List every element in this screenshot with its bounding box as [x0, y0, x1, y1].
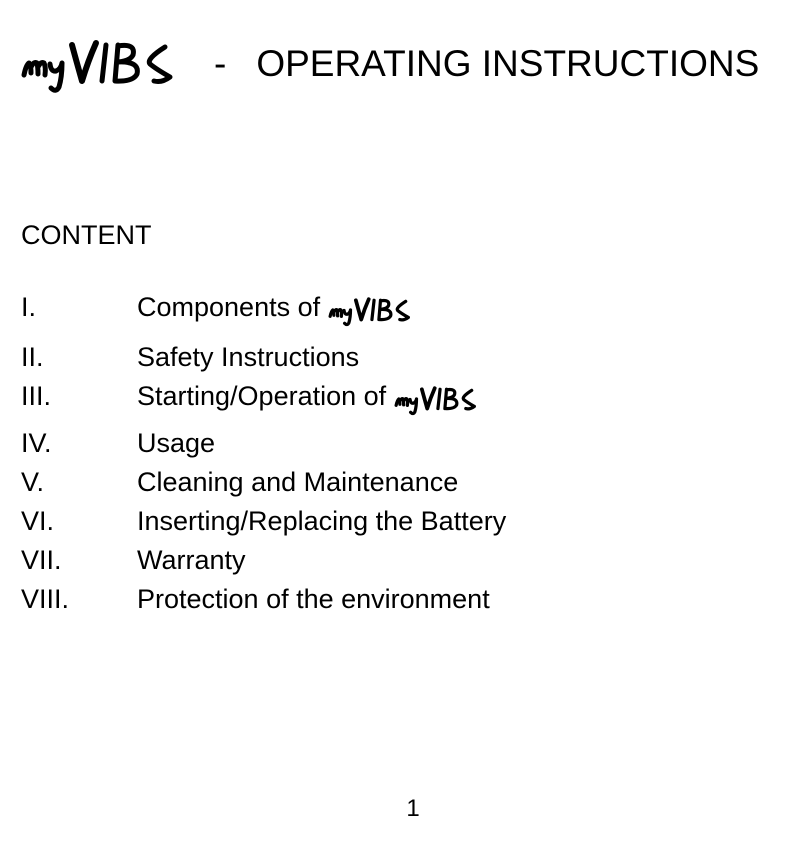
- content-heading: CONTENT: [21, 220, 152, 250]
- toc-item-text: [137, 379, 484, 413]
- toc-item-number: VII.: [21, 545, 62, 575]
- toc-item-text: [137, 290, 418, 324]
- toc-item-number: IV.: [21, 428, 52, 458]
- toc-item: [21, 426, 781, 460]
- toc-item: [21, 340, 781, 374]
- toc-item: [21, 379, 781, 413]
- toc-item-text: Inserting/Replacing the Battery: [137, 506, 507, 536]
- toc-item-number: I.: [21, 292, 37, 322]
- document-title: OPERATING INSTRUCTIONS: [256, 42, 760, 84]
- myvibs-logo: [394, 383, 484, 417]
- page-number: 1: [406, 795, 420, 822]
- toc-item-text: Cleaning and Maintenance: [137, 467, 459, 497]
- myvibs-logo: [328, 294, 418, 328]
- header-dash: -: [214, 42, 227, 84]
- toc-item-text: Protection of the environment: [137, 584, 490, 614]
- toc-item-label: Components of: [137, 292, 321, 322]
- toc-item: [21, 290, 781, 324]
- myvibs-logo: [20, 37, 188, 93]
- toc-item-text: Usage: [137, 428, 216, 458]
- toc-item-text: Safety Instructions: [137, 342, 360, 372]
- toc-item-number: VIII.: [21, 584, 70, 614]
- toc-item-number: VI.: [21, 506, 55, 536]
- toc-item: [21, 504, 781, 538]
- document-header: [20, 34, 759, 96]
- toc-item-number: II.: [21, 342, 44, 372]
- toc-item-number: III.: [21, 381, 52, 411]
- toc-item-label: Starting/Operation of: [137, 381, 387, 411]
- toc-item-text: Warranty: [137, 545, 246, 575]
- toc-item: [21, 543, 781, 577]
- toc-item: [21, 465, 781, 499]
- toc-item: [21, 582, 781, 616]
- toc-item-number: V.: [21, 467, 45, 497]
